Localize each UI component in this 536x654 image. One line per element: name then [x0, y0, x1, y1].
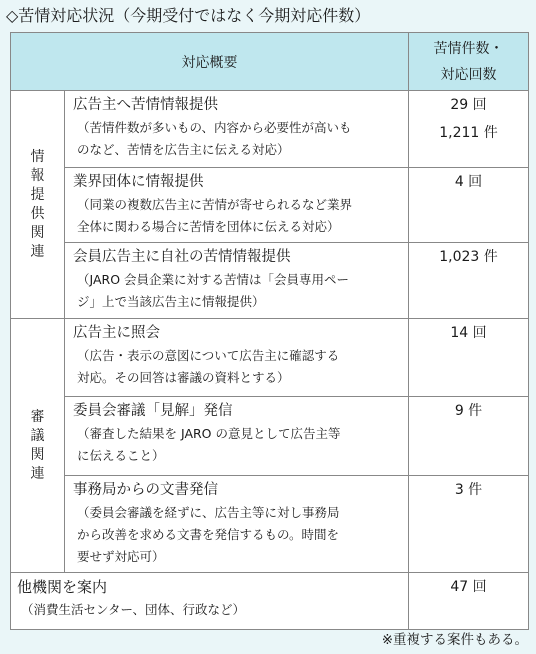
- table-row: [11, 243, 529, 319]
- item-note-line: ジ」上で当該広告主に情報提供）: [77, 294, 265, 309]
- item-description: [65, 397, 409, 476]
- item-note-line: 全体に関わる場合に苦情を団体に伝える対応）: [77, 219, 340, 234]
- item-title: 業界団体に情報提供: [73, 174, 204, 190]
- item-description: [65, 168, 409, 243]
- item-note-line: （苦情件数が多いもの、内容から必要性が高いも: [77, 120, 352, 135]
- table-row: [11, 476, 529, 573]
- item-note-line: （JARO 会員企業に対する苦情は「会員専用ペー: [77, 272, 350, 287]
- item-count: 14 回: [409, 319, 529, 397]
- item-count: 4 回: [409, 168, 529, 243]
- item-note-line: （消費生活センター、団体、行政など）: [21, 602, 246, 617]
- item-title: 他機関を案内: [17, 578, 108, 596]
- table-row: [11, 573, 529, 630]
- item-description-other: [11, 573, 409, 630]
- header-row: [11, 33, 529, 91]
- item-note-line: 要せず対応可）: [77, 549, 165, 564]
- item-description: [65, 91, 409, 168]
- item-title: 広告主に照会: [73, 325, 160, 341]
- footnote: ※重複する案件もある。: [381, 632, 528, 648]
- group-label-review: 審 議 関 連: [11, 319, 65, 573]
- table-row: [11, 397, 529, 476]
- table-row: [11, 319, 529, 397]
- complaint-table: [10, 32, 529, 630]
- item-note-line: 対応。その回答は審議の資料とする）: [77, 370, 290, 385]
- header-overview: 対応概要: [11, 33, 409, 91]
- item-count: 29 回 1,211 件: [409, 91, 529, 168]
- item-title: 事務局からの文書発信: [73, 482, 218, 498]
- item-title: 委員会審議「見解」発信: [73, 403, 233, 419]
- table-row: [11, 91, 529, 168]
- item-note-line: のなど、苦情を広告主に伝える対応）: [77, 142, 290, 157]
- item-description: [65, 476, 409, 573]
- item-note-line: （同業の複数広告主に苦情が寄せられるなど業界: [77, 197, 353, 212]
- item-note-line: （審査した結果を JARO の意見として広告主等: [77, 426, 341, 441]
- item-count: 47 回: [409, 573, 529, 630]
- item-count: 9 件: [409, 397, 529, 476]
- item-description: [65, 243, 409, 319]
- item-note-line: から改善を求める文書を発信するもの。時間を: [77, 527, 340, 542]
- item-note-line: に伝えること）: [77, 448, 165, 463]
- group-label-info: 情 報 提 供 関 連: [11, 91, 65, 319]
- header-count-line1: 苦情件数・: [433, 40, 504, 57]
- item-note-line: （広告・表示の意図について広告主に確認する: [77, 348, 340, 363]
- page-title: ◇苦情対応状況（今期受付ではなく今期対応件数）: [6, 6, 371, 25]
- item-title: 広告主へ苦情情報提供: [73, 97, 218, 113]
- item-count: 1,023 件: [409, 243, 529, 319]
- header-count-line2: 対応回数: [440, 66, 497, 83]
- item-count: 3 件: [409, 476, 529, 573]
- item-title: 会員広告主に自社の苦情情報提供: [73, 249, 291, 265]
- table-row: [11, 168, 529, 243]
- item-note-line: （委員会審議を経ずに、広告主等に対し事務局: [77, 505, 340, 520]
- header-count: [409, 33, 529, 91]
- item-description: [65, 319, 409, 397]
